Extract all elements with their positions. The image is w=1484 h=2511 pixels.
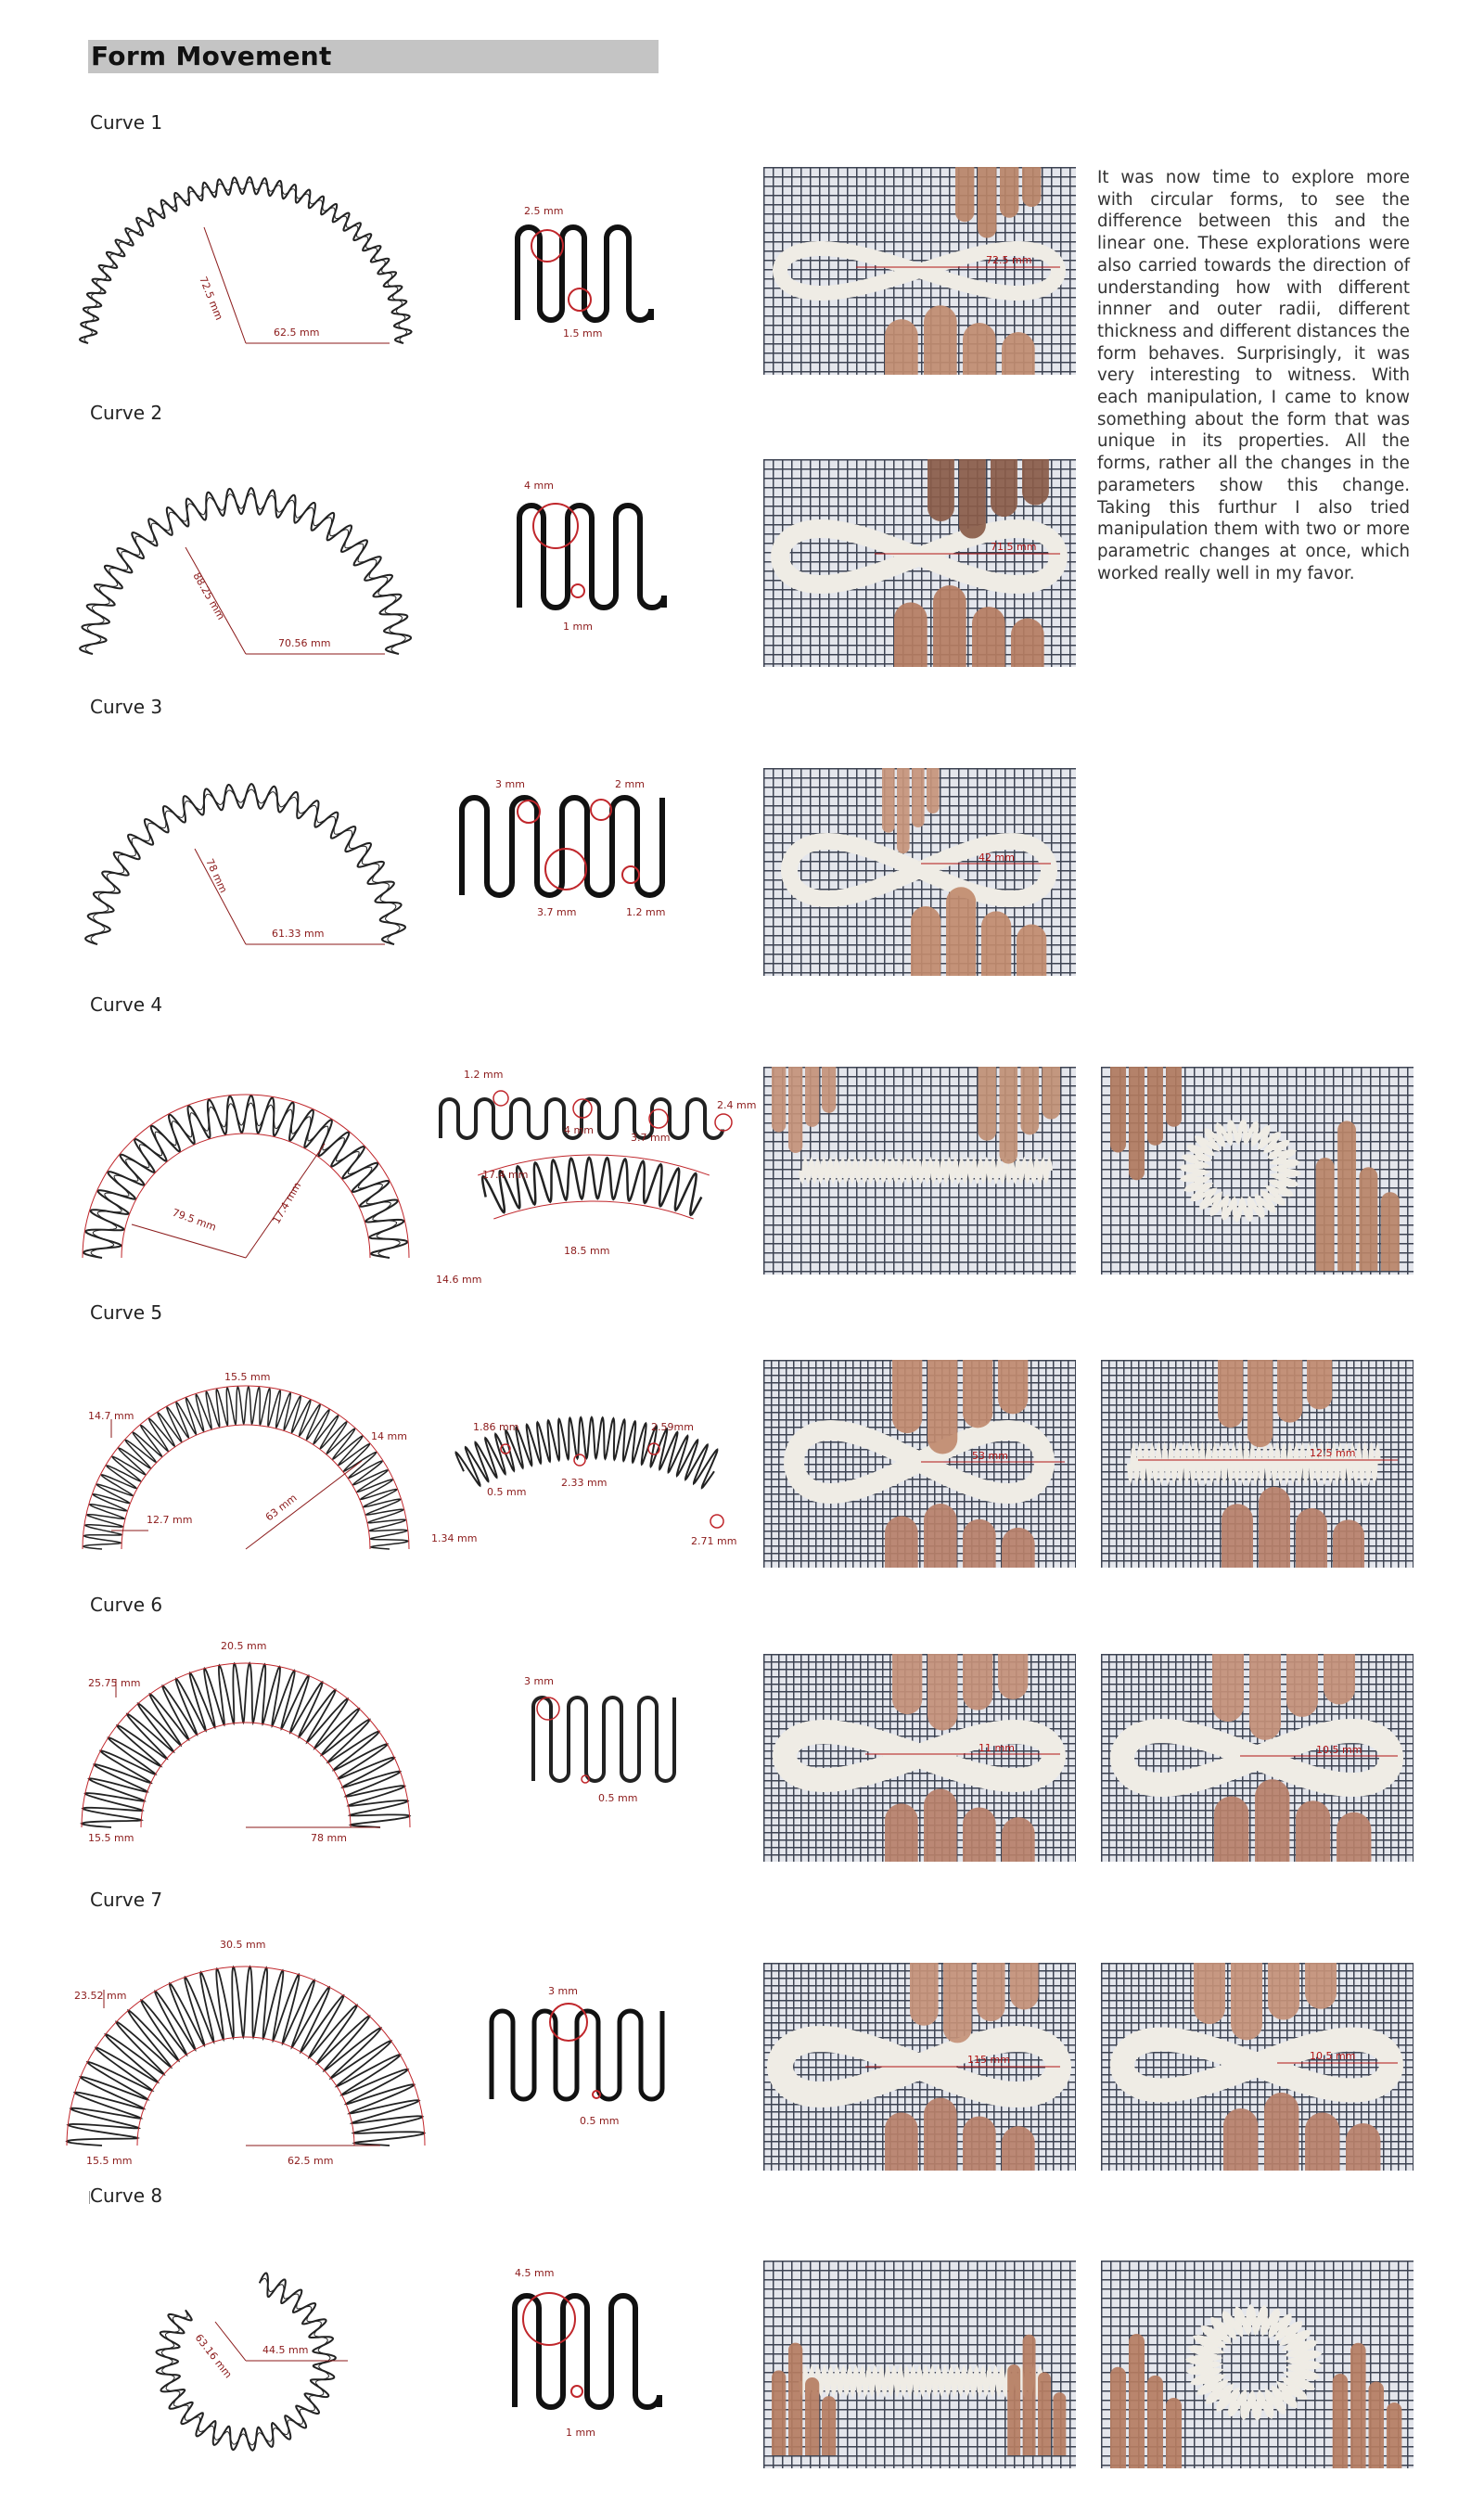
curve-4-detail-dim-d: 3.7 mm (631, 1132, 671, 1144)
curve-2-photo-dim: 71.5 mm (991, 541, 1037, 553)
curve-4-arc-drawing (83, 1067, 417, 1271)
curve-7-detail-dim-a: 3 mm (548, 1985, 578, 1997)
curve-6-detail-dim-b: 0.5 mm (598, 1792, 638, 1804)
curve-5-photo-a-dim: 53 mm (972, 1450, 1008, 1462)
curve-2-photo (763, 459, 1076, 667)
curve-7-left-dim: 23.52 mm (74, 1990, 127, 2002)
curve-7-bottom-dim: 15.5 mm (86, 2155, 133, 2167)
curve-6-photo-b (1101, 1654, 1414, 1862)
curve-5-detail-dim-b: 2.59mm (651, 1421, 694, 1433)
curve-5-inner-dim: 12.7 mm (147, 1514, 193, 1526)
curve-6-arc-drawing (83, 1642, 417, 1855)
curve-5-arc-drawing (83, 1364, 417, 1568)
curve-7-photo-a (763, 1963, 1076, 2171)
curve-4-label: Curve 4 (90, 993, 163, 1016)
curve-3-label: Curve 3 (90, 696, 163, 718)
curve-6-photo-a (763, 1654, 1076, 1862)
curve-8-detail-dim-a: 4.5 mm (515, 2267, 555, 2279)
curve-3-detail-dim-b: 2 mm (615, 778, 645, 790)
description-text: It was now time to explore more with circular forms, to see the difference between this and the linear one. These explorations were also carried towards the direction of understanding how with different innner and outer radii, different thickness and different distances the form behaves. Surprisingly, it was very interesting to witness. With each manipulation, I came to know something about the form that was unique in its properties. All the forms, rather all the changes in the parameters show this change. Taking this furthur I also tried manipulation them with two or more parametric changes at once, which worked really well in my favor. (1097, 168, 1410, 583)
curve-2-detail-dim-a: 4 mm (524, 480, 554, 492)
curve-2-detail-drawing (515, 478, 654, 635)
curve-5-detail-dim-a: 1.86 mm (473, 1421, 519, 1433)
curve-4-detail-dim-a: 1.2 mm (464, 1069, 504, 1081)
curve-1-photo-dim: 72.5 mm (986, 254, 1032, 266)
curve-4-detail-dim-e: 17.4 mm (482, 1169, 529, 1181)
curve-8-arc-drawing (130, 2249, 371, 2472)
curve-5-detail-drawing (422, 1410, 765, 1558)
curve-8-label: Curve 8 (90, 2184, 163, 2207)
curve-3-base-dim: 61.33 mm (272, 928, 325, 940)
curve-7-photo-b (1101, 1963, 1414, 2171)
curve-2-detail-dim-b: 1 mm (563, 621, 593, 633)
curve-3-detail-dim-a: 3 mm (495, 778, 525, 790)
curve-6-base-dim: 78 mm (311, 1832, 347, 1844)
curve-4-detail-drawing (427, 1057, 770, 1289)
curve-5-detail-dim-c: 0.5 mm (487, 1486, 527, 1498)
curve-5-photo-a (763, 1360, 1076, 1568)
curve-3-detail-dim-c: 3.7 mm (537, 906, 577, 918)
curve-3-radius-dim: 78 mm (203, 856, 230, 895)
curve-7-detail-dim-b: 0.5 mm (580, 2115, 620, 2127)
curve-3-arc-drawing (83, 761, 417, 946)
page-title: Form Movement (91, 41, 332, 71)
curve-1-detail-dim-b: 1.5 mm (563, 327, 603, 339)
curve-7-arc-drawing (70, 1934, 422, 2166)
curve-5-top-dim: 15.5 mm (224, 1371, 271, 1383)
curve-4-radius-dim: 79.5 mm (170, 1206, 218, 1234)
curve-7-photo-a-dim: 115 mm (967, 2054, 1010, 2066)
curve-5-detail-dim-f: 2.71 mm (691, 1535, 737, 1547)
curve-1-radius-dim: 72.5 mm (197, 275, 225, 322)
curve-2-label: Curve 2 (90, 402, 163, 424)
curve-7-photo-b-dim: 10.5 mm (1310, 2050, 1356, 2062)
curve-2-arc-drawing (83, 468, 417, 654)
curve-4-width-dim: 17.4 mm (270, 1180, 304, 1226)
curve-4-detail-dim-b: 2.4 mm (717, 1099, 757, 1111)
curve-1-photo (763, 167, 1076, 375)
curve-5-radius-dim: 63 mm (262, 1492, 300, 1524)
curve-7-label: Curve 7 (90, 1889, 163, 1911)
curve-4-photo-a (763, 1067, 1076, 1275)
curve-3-detail-dim-d: 1.2 mm (626, 906, 666, 918)
curve-5-photo-b-dim: 12.5 mm (1310, 1447, 1356, 1459)
curve-7-base-dim: 62.5 mm (288, 2155, 334, 2167)
curve-6-photo-b-dim: 10.5 mm (1316, 1744, 1362, 1756)
curve-2-radius-dim: 88.25 mm (190, 570, 227, 622)
curve-4-photo-b (1101, 1067, 1414, 1275)
curve-6-left-dim: 25.75 mm (88, 1677, 141, 1689)
curve-6-top-dim: 20.5 mm (221, 1640, 267, 1652)
curve-5-left-dim: 14.7 mm (88, 1410, 134, 1422)
curve-8-photo-a (763, 2261, 1076, 2468)
curve-1-base-dim: 62.5 mm (274, 327, 320, 339)
curve-8-photo-b (1101, 2261, 1414, 2468)
curve-8-detail-drawing (510, 2263, 649, 2449)
curve-5-detail-dim-e: 1.34 mm (431, 1532, 478, 1544)
curve-5-photo-b (1101, 1360, 1414, 1568)
curve-1-detail-dim-a: 2.5 mm (524, 205, 564, 217)
curve-1-arc-drawing (83, 176, 417, 362)
curve-7-detail-drawing (487, 1974, 672, 2132)
curve-5-detail-dim-d: 2.33 mm (561, 1477, 608, 1489)
curve-8-marker (89, 2191, 90, 2204)
curve-5-right-dim: 14 mm (371, 1430, 407, 1442)
curve-1-detail-drawing (515, 199, 654, 348)
curve-5-label: Curve 5 (90, 1301, 163, 1324)
curve-8-base-dim: 44.5 mm (262, 2344, 309, 2356)
curve-3-photo-dim: 42 mm (979, 852, 1015, 864)
curve-6-detail-drawing (515, 1670, 654, 1809)
curve-2-base-dim: 70.56 mm (278, 637, 331, 649)
curve-1-label: Curve 1 (90, 111, 163, 134)
curve-3-detail-drawing (454, 775, 696, 923)
curve-8-detail-dim-b: 1 mm (566, 2427, 595, 2439)
curve-4-detail-dim-g: 14.6 mm (436, 1274, 482, 1286)
curve-4-detail-dim-c: 4 mm (564, 1124, 594, 1136)
curve-7-top-dim: 30.5 mm (220, 1939, 266, 1951)
curve-6-label: Curve 6 (90, 1594, 163, 1616)
curve-6-photo-a-dim: 11 mm (979, 1742, 1015, 1754)
curve-6-detail-dim-a: 3 mm (524, 1675, 554, 1687)
curve-4-detail-dim-f: 18.5 mm (564, 1245, 610, 1257)
curve-6-bottom-dim: 15.5 mm (88, 1832, 134, 1844)
curve-3-photo (763, 768, 1076, 976)
curve-8-radius-dim: 63.16 mm (192, 2331, 235, 2381)
